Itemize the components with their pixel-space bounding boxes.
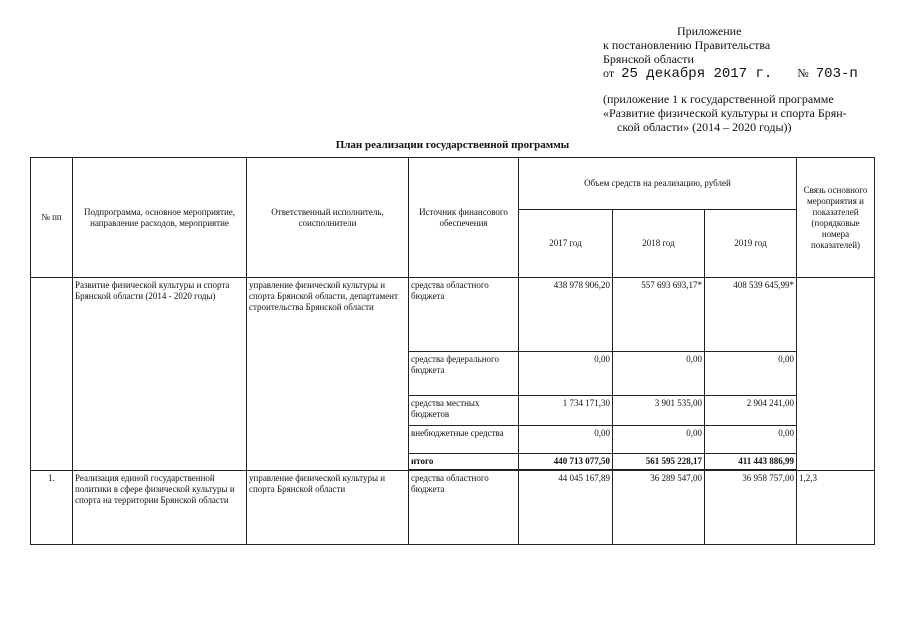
- decree-number: 703-п: [815, 66, 858, 82]
- item-link: 1,2,3: [797, 470, 875, 544]
- total-2017: 440 713 077,50: [519, 454, 613, 471]
- source-cell: внебюджетные средства: [409, 426, 519, 454]
- value-2019: 408 539 645,99*: [705, 278, 797, 352]
- item-executor: управление физической культуры и спорта Брянской области: [247, 470, 409, 544]
- program-note-line2: «Развитие физической культуры и спорта Брян-: [603, 106, 847, 120]
- value-2018: 36 289 547,00: [613, 470, 705, 544]
- to-decree-line: к постановлению Правительства: [603, 38, 771, 52]
- program-name: Развитие физической культуры и спорта Брянской области (2014 - 2020 годы): [73, 278, 247, 471]
- header-2019: 2019 год: [705, 210, 797, 278]
- appendix-title: Приложение: [677, 24, 742, 38]
- plan-table: [30, 157, 875, 545]
- value-2019: 0,00: [705, 426, 797, 454]
- table-row: [31, 470, 875, 544]
- total-label: итого: [409, 454, 519, 471]
- value-2018: 0,00: [613, 426, 705, 454]
- total-2018: 561 595 228,17: [613, 454, 705, 471]
- value-2017: 438 978 906,20: [519, 278, 613, 352]
- value-2017: 1 734 171,30: [519, 396, 613, 426]
- date-line: [603, 66, 858, 81]
- source-cell: средства местных бюджетов: [409, 396, 519, 426]
- header-executor: Ответственный исполнитель, соисполнители: [247, 158, 409, 278]
- page-title: План реализации государственной программы: [335, 139, 570, 151]
- header-subprogram: Подпрограмма, основное мероприятие, направление расходов, мероприятие: [73, 158, 247, 278]
- value-2018: 0,00: [613, 352, 705, 396]
- item-name: Реализация единой государственной политики в сфере физической культуры и спорта на территории Брянской области: [73, 470, 247, 544]
- value-2017: 0,00: [519, 352, 613, 396]
- item-num: 1.: [31, 470, 73, 544]
- value-2019: 2 904 241,00: [705, 396, 797, 426]
- header-2018: 2018 год: [613, 210, 705, 278]
- program-note-line3: ской области» (2014 – 2020 годы)): [617, 120, 792, 134]
- value-2018: 3 901 535,00: [613, 396, 705, 426]
- value-2018: 557 693 693,17*: [613, 278, 705, 352]
- total-2019: 411 443 886,99: [705, 454, 797, 471]
- date-prefix: от: [603, 66, 615, 80]
- header-row-1: [31, 158, 875, 210]
- source-cell: средства федерального бюджета: [409, 352, 519, 396]
- region-line: Брянской области: [603, 52, 694, 66]
- table-row: [31, 278, 875, 352]
- value-2017: 0,00: [519, 426, 613, 454]
- header-link: Связь основного мероприятия и показателей (порядковые номера показателей): [797, 158, 875, 278]
- header-2017: 2017 год: [519, 210, 613, 278]
- program-executor: управление физической культуры и спорта Брянской области, департамент строительства Брянской области: [247, 278, 409, 471]
- header-volume: Объем средств на реализацию, рублей: [519, 158, 797, 210]
- program-note-line1: (приложение 1 к государственной программе: [603, 92, 834, 106]
- value-2017: 44 045 167,89: [519, 470, 613, 544]
- value-2019: 36 958 757,00: [705, 470, 797, 544]
- source-cell: средства областного бюджета: [409, 470, 519, 544]
- value-2019: 0,00: [705, 352, 797, 396]
- header-num: № пп: [31, 158, 73, 278]
- source-cell: средства областного бюджета: [409, 278, 519, 352]
- header-source: Источник финансового обеспечения: [409, 158, 519, 278]
- number-label: №: [797, 66, 809, 80]
- decree-date: 25 декабря 2017 г.: [621, 66, 773, 82]
